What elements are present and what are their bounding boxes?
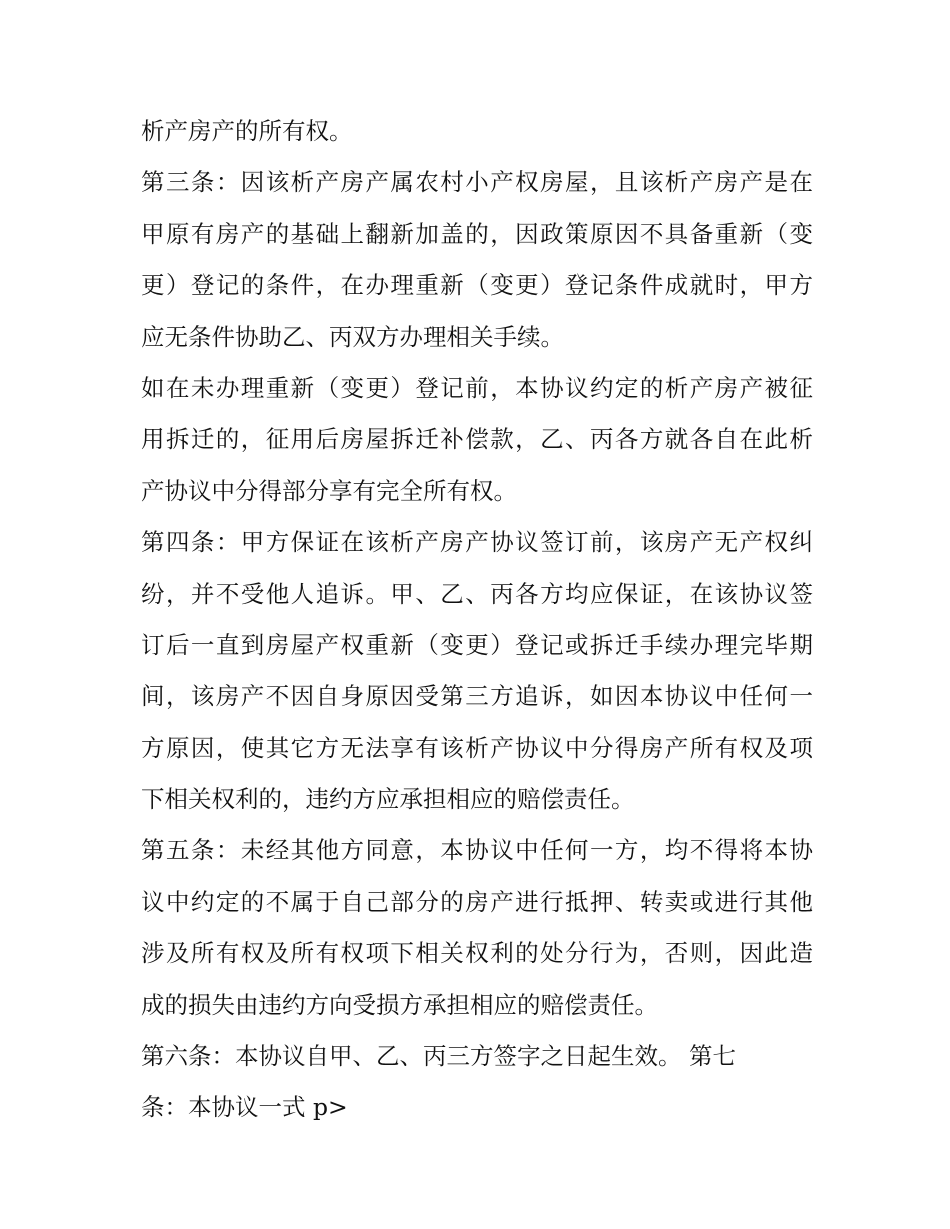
text-line-8: 产协议中分得部分享有完全所有权。 <box>141 476 517 505</box>
text-line-3: 甲原有房产的基础上翻新加盖的，因政策原因不具备重新（变 <box>141 219 813 248</box>
text-line-6: 如在未办理重新（变更）登记前，本协议约定的析产房产被征 <box>141 373 813 402</box>
text-line-17: 涉及所有权及所有权项下相关权利的处分行为，否则，因此造 <box>141 939 813 968</box>
document-body <box>141 106 813 1134</box>
text-line-18: 成的损失由违约方向受损方承担相应的赔偿责任。 <box>141 990 658 1019</box>
text-line-11: 订后一直到房屋产权重新（变更）登记或拆迁手续办理完毕期 <box>141 630 813 659</box>
text-line-15: 第五条：未经其他方同意，本协议中任何一方，均不得将本协 <box>141 836 813 865</box>
text-line-1: 析产房产的所有权。 <box>141 117 353 145</box>
text-line-12: 间，该房产不因自身原因受第三方追诉，如因本协议中任何一 <box>141 682 813 711</box>
text-line-4: 更）登记的条件，在办理重新（变更）登记条件成就时，甲方 <box>141 271 813 300</box>
text-line-20: 条：本协议一式 p> <box>141 1093 348 1122</box>
text-line-5: 应无条件协助乙、丙双方办理相关手续。 <box>141 322 564 351</box>
text-line-16: 议中约定的不属于自己部分的房产进行抵押、转卖或进行其他 <box>141 887 813 916</box>
text-line-10: 纷，并不受他人追诉。甲、乙、丙各方均应保证，在该协议签 <box>141 579 813 608</box>
text-line-2: 第三条：因该析产房产属农村小产权房屋，且该析产房产是在 <box>141 168 813 197</box>
text-line-13: 方原因，使其它方无法享有该析产协议中分得房产所有权及项 <box>141 733 813 762</box>
text-line-14: 下相关权利的，违约方应承担相应的赔偿责任。 <box>141 785 635 814</box>
text-line-7: 用拆迁的，征用后房屋拆迁补偿款，乙、丙各方就各自在此析 <box>141 425 813 454</box>
text-line-19: 第六条：本协议自甲、乙、丙三方签字之日起生效。 第七 <box>141 1042 736 1071</box>
text-line-9: 第四条：甲方保证在该析产房产协议签订前，该房产无产权纠 <box>141 528 813 557</box>
